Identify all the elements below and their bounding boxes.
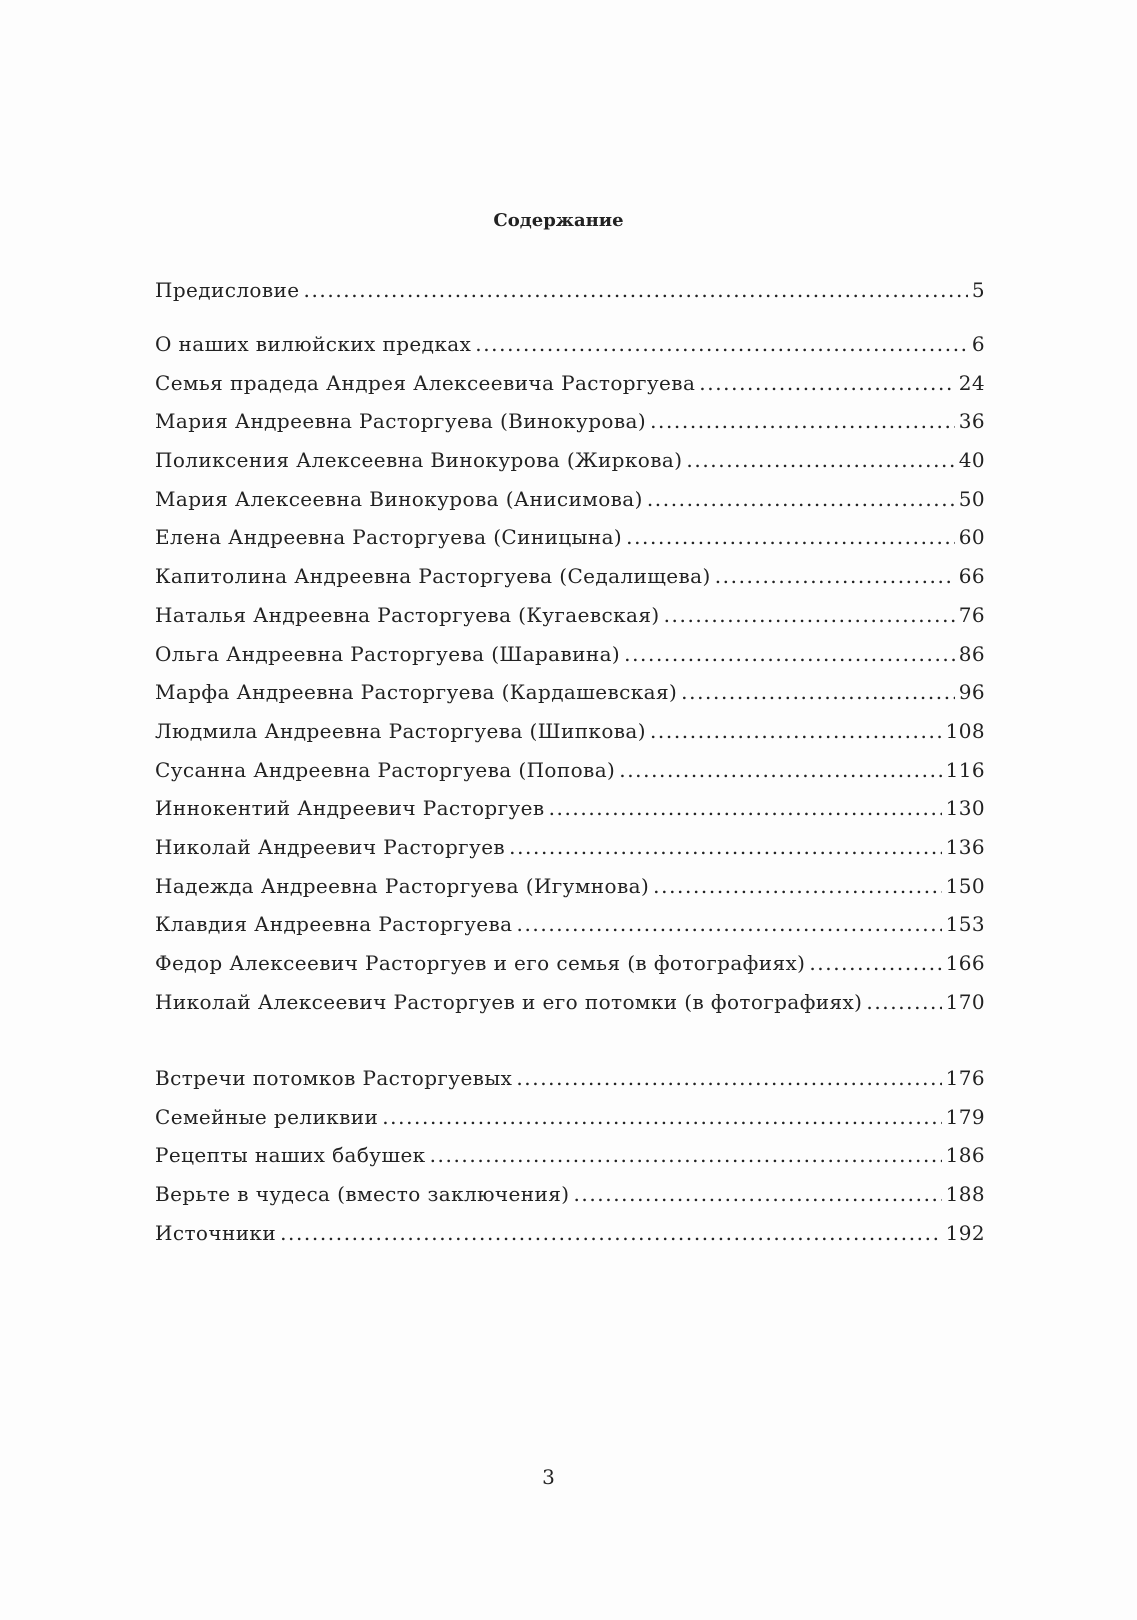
- toc-entry: [155, 983, 985, 1022]
- toc-entry-title: Мария Андреевна Расторгуева (Винокурова): [155, 409, 647, 434]
- toc-entry-page: 108: [945, 718, 985, 743]
- toc-entry-title: О наших вилюйских предках: [155, 332, 472, 356]
- toc-entry: [155, 1098, 985, 1137]
- leader-dots: [475, 325, 968, 364]
- toc-group-preface: [155, 271, 985, 310]
- leader-dots: [715, 557, 955, 596]
- leader-dots: [809, 944, 941, 983]
- toc-entry-page: 188: [945, 1182, 985, 1207]
- leader-dots: [664, 596, 955, 635]
- toc-entry-page: 176: [945, 1066, 985, 1090]
- toc-entry-page: 153: [945, 912, 985, 937]
- toc-entry: [155, 828, 985, 867]
- toc-entry: [155, 789, 985, 828]
- toc-entry-title: Семья прадеда Андрея Алексеевича Расторгуева: [155, 370, 696, 395]
- toc-entry: [155, 1214, 985, 1253]
- leader-dots: [653, 867, 941, 906]
- toc-entry-title: Иннокентий Андреевич Расторгуев: [155, 796, 545, 821]
- toc-entry-title: Ольга Андреевна Расторгуева (Шаравина): [155, 641, 621, 666]
- toc-entry: [155, 557, 985, 596]
- toc-entry: [155, 1175, 985, 1214]
- toc-entry-page: 86: [958, 641, 985, 666]
- leader-dots: [516, 905, 941, 944]
- toc-entry: [155, 673, 985, 712]
- toc-entry: [155, 1059, 985, 1098]
- toc-entry-page: 6: [971, 332, 985, 356]
- toc-entry-title: Николай Андреевич Расторгуев: [155, 834, 506, 859]
- toc-entry: [155, 712, 985, 751]
- leader-dots: [280, 1214, 942, 1253]
- toc-entry-title: Надежда Андреевна Расторгуева (Игумнова): [155, 873, 650, 898]
- toc-entry: [155, 905, 985, 944]
- toc-entry-title: Сусанна Андреевна Расторгуева (Попова): [155, 757, 616, 782]
- toc-entry: [155, 1136, 985, 1175]
- toc-entry-title: Источники: [155, 1220, 277, 1245]
- toc-entry: [155, 751, 985, 790]
- toc-entry-page: 40: [958, 448, 985, 473]
- toc-entry-title: Федор Алексеевич Расторгуев и его семья (в фотографиях): [155, 951, 806, 975]
- leader-dots: [619, 751, 941, 790]
- toc-entry-title: Людмила Андреевна Расторгуева (Шипкова): [155, 718, 646, 743]
- toc-entry-page: 166: [945, 951, 985, 975]
- leader-dots: [304, 271, 968, 310]
- toc-entry-page: 66: [958, 564, 985, 589]
- leader-dots: [430, 1136, 942, 1175]
- leader-dots: [650, 402, 955, 441]
- toc-entry: [155, 867, 985, 906]
- toc-entry: [155, 944, 985, 983]
- toc-entry-title: Елена Андреевна Расторгуева (Синицына): [155, 525, 623, 550]
- leader-dots: [573, 1175, 941, 1214]
- toc-entry-title: Предисловие: [155, 278, 300, 302]
- toc-entry-page: 186: [945, 1143, 985, 1168]
- leader-dots: [647, 480, 955, 519]
- toc-entry-page: 76: [958, 602, 985, 627]
- toc-entry: [155, 480, 985, 519]
- toc-entry-title: Мария Алексеевна Винокурова (Анисимова): [155, 486, 643, 511]
- leader-dots: [382, 1098, 941, 1137]
- toc-group-appendices: [155, 1059, 985, 1252]
- toc-entry-page: 170: [945, 989, 985, 1014]
- toc-entry-page: 136: [945, 834, 985, 859]
- leader-dots: [549, 789, 942, 828]
- leader-dots: [686, 441, 954, 480]
- toc-entry-page: 36: [958, 409, 985, 434]
- toc-entry-title: Капитолина Андреевна Расторгуева (Седалищева): [155, 564, 711, 589]
- toc-group-chapters: [155, 325, 985, 1021]
- leader-dots: [626, 518, 955, 557]
- toc-entry-page: 60: [958, 525, 985, 550]
- toc-entry-title: Наталья Андреевна Расторгуева (Кугаевская): [155, 602, 660, 627]
- toc-entry-page: 150: [945, 873, 985, 898]
- toc-entry: [155, 364, 985, 403]
- toc-entry-title: Николай Алексеевич Расторгуев и его потомки (в фотографиях): [155, 989, 863, 1014]
- toc-entry: [155, 635, 985, 674]
- toc-entry: [155, 271, 985, 310]
- leader-dots: [681, 673, 955, 712]
- toc-entry-title: Встречи потомков Расторгуевых: [155, 1066, 513, 1090]
- toc-entry-page: 24: [958, 370, 985, 395]
- toc-entry: [155, 596, 985, 635]
- toc-entry-page: 130: [945, 796, 985, 821]
- toc-entry-page: 5: [971, 278, 985, 302]
- toc-entry-page: 192: [945, 1220, 985, 1245]
- toc-heading: Содержание: [493, 210, 624, 231]
- leader-dots: [624, 635, 955, 674]
- leader-dots: [509, 828, 942, 867]
- toc-entry-title: Марфа Андреевна Расторгуева (Кардашевская): [155, 680, 678, 705]
- toc-entry: [155, 325, 985, 364]
- toc-entry: [155, 441, 985, 480]
- leader-dots: [650, 712, 942, 751]
- leader-dots: [516, 1059, 941, 1098]
- toc-entry-page: 179: [945, 1104, 985, 1129]
- toc-entry-title: Клавдия Андреевна Расторгуева: [155, 912, 513, 937]
- toc-entry: [155, 518, 985, 557]
- toc-entry-page: 50: [958, 486, 985, 511]
- leader-dots: [699, 364, 954, 403]
- toc-entry-page: 96: [958, 680, 985, 705]
- page-number: 3: [542, 1465, 555, 1489]
- leader-dots: [866, 983, 941, 1022]
- toc-entry-page: 116: [945, 757, 985, 782]
- toc-entry-title: Семейные реликвии: [155, 1104, 379, 1129]
- toc-entry-title: Верьте в чудеса (вместо заключения): [155, 1182, 570, 1207]
- toc-entry: [155, 402, 985, 441]
- toc-entry-title: Рецепты наших бабушек: [155, 1143, 426, 1168]
- toc-entry-title: Поликсения Алексеевна Винокурова (Жиркова): [155, 448, 683, 473]
